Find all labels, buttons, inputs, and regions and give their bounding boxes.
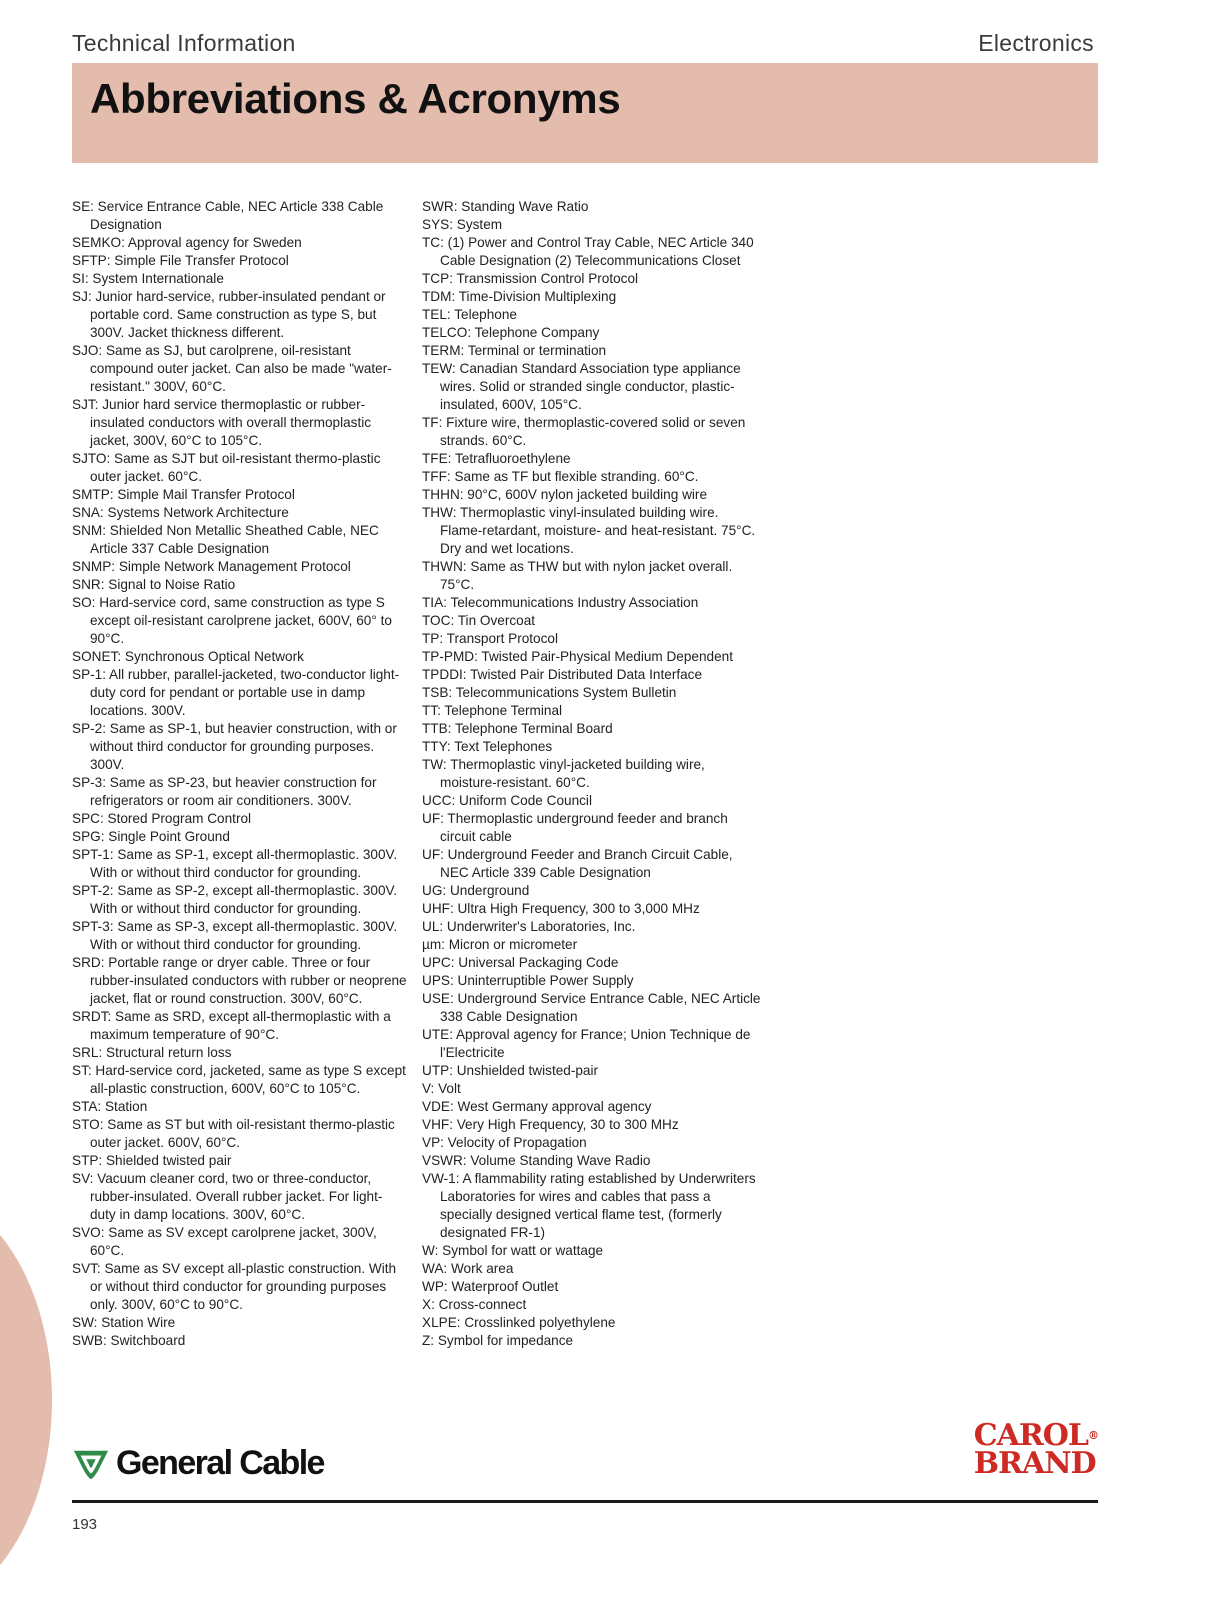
abbreviation-entry: TC: (1) Power and Control Tray Cable, NEC Article 340 Cable Designation (2) Telecommunications Closet [422, 235, 754, 268]
abbreviation-entry: TPDDI: Twisted Pair Distributed Data Interface [422, 667, 703, 682]
abbreviation-entry: STA: Station [72, 1099, 148, 1114]
abbreviation-entry: SE: Service Entrance Cable, NEC Article 338 Cable Designation [72, 199, 384, 232]
abbreviation-entry: TFE: Tetrafluoroethylene [422, 451, 571, 466]
abbreviation-entry: Z: Symbol for impedance [422, 1333, 574, 1348]
abbreviation-entry: SW: Station Wire [72, 1315, 176, 1330]
abbreviation-entry: SJT: Junior hard service thermoplastic or rubber-insulated conductors with overall thermoplastic jacket, 300V, 60°C to 105°C. [72, 397, 372, 448]
abbreviation-entry: SRDT: Same as SRD, except all-thermoplastic with a maximum temperature of 90°C. [72, 1009, 391, 1042]
title-banner [72, 63, 1098, 163]
abbreviation-entry: SNM: Shielded Non Metallic Sheathed Cable, NEC Article 337 Cable Designation [72, 523, 379, 556]
abbreviation-entry: SPT-3: Same as SP-3, except all-thermoplastic. 300V. With or without third conductor for grounding. [72, 919, 398, 952]
abbreviation-entry: UL: Underwriter's Laboratories, Inc. [422, 919, 636, 934]
general-cable-logo [72, 1444, 324, 1483]
abbreviation-entry: SMTP: Simple Mail Transfer Protocol [72, 487, 295, 502]
abbreviation-entry: UPS: Uninterruptible Power Supply [422, 973, 634, 988]
abbreviation-entry: UG: Underground [422, 883, 530, 898]
abbreviation-entry: SNMP: Simple Network Management Protocol [72, 559, 351, 574]
abbreviation-entry: VHF: Very High Frequency, 30 to 300 MHz [422, 1117, 679, 1132]
page-number: 193 [72, 1516, 98, 1533]
abbreviation-entry: TEW: Canadian Standard Association type appliance wires. Solid or stranded single conductor, plastic-insulated, 600V, 105°C. [422, 361, 741, 412]
carol-brand-line1: CAROL [973, 1418, 1088, 1453]
abbreviation-entry: SPT-2: Same as SP-2, except all-thermoplastic. 300V. With or without third conductor for grounding. [72, 883, 398, 916]
abbreviation-entry: SPG: Single Point Ground [72, 829, 230, 844]
abbreviation-entry: TFF: Same as TF but flexible stranding. 60°C. [422, 469, 699, 484]
abbreviation-entry: SONET: Synchronous Optical Network [72, 649, 304, 664]
abbreviation-entry: UHF: Ultra High Frequency, 300 to 3,000 MHz [422, 901, 700, 916]
abbreviation-entry: SYS: System [422, 217, 503, 232]
abbreviation-entry: USE: Underground Service Entrance Cable, NEC Article 338 Cable Designation [422, 991, 761, 1024]
abbreviation-entry: SP-3: Same as SP-23, but heavier construction for refrigerators or room air conditioners. 300V. [72, 775, 377, 808]
abbreviation-entry: TELCO: Telephone Company [422, 325, 600, 340]
abbreviation-entry: SWR: Standing Wave Ratio [422, 199, 589, 214]
abbreviation-entry: TTB: Telephone Terminal Board [422, 721, 613, 736]
abbreviation-entry: W: Symbol for watt or wattage [422, 1243, 604, 1258]
abbreviation-entry: UTE: Approval agency for France; Union Technique de l'Electricite [422, 1027, 751, 1060]
abbreviation-entry: X: Cross-connect [422, 1297, 527, 1312]
abbreviation-entry: SNR: Signal to Noise Ratio [72, 577, 236, 592]
abbreviation-entry: SRL: Structural return loss [72, 1045, 232, 1060]
abbreviation-entry: XLPE: Crosslinked polyethylene [422, 1315, 616, 1330]
abbreviation-entry: TW: Thermoplastic vinyl-jacketed building wire, moisture-resistant. 60°C. [422, 757, 705, 790]
abbreviation-entry: SEMKO: Approval agency for Sweden [72, 235, 302, 250]
abbreviation-entry: UF: Thermoplastic underground feeder and branch circuit cable [422, 811, 728, 844]
abbreviation-entry: UCC: Uniform Code Council [422, 793, 592, 808]
abbreviation-entry: ST: Hard-service cord, jacketed, same as type S except all-plastic construction, 600V, 60°C to 105°C. [72, 1063, 406, 1096]
carol-brand-logo [973, 1418, 1098, 1481]
abbreviation-entry: SRD: Portable range or dryer cable. Three or four rubber-insulated conductors with rubber or neoprene jacket, flat or round construction. 300V, 60°C. [72, 955, 407, 1006]
abbreviation-entry: TSB: Telecommunications System Bulletin [422, 685, 677, 700]
abbreviation-entry: TP: Transport Protocol [422, 631, 558, 646]
right-column [422, 198, 762, 1350]
abbreviation-entry: SP-1: All rubber, parallel-jacketed, two-conductor light-duty cord for pendant or portable use in damp locations. 300V. [72, 667, 400, 718]
abbreviation-entry: THHN: 90°C, 600V nylon jacketed building wire [422, 487, 708, 502]
abbreviation-entry: TF: Fixture wire, thermoplastic-covered solid or seven strands. 60°C. [422, 415, 746, 448]
abbreviation-entry: UPC: Universal Packaging Code [422, 955, 619, 970]
abbreviation-entry: TT: Telephone Terminal [422, 703, 563, 718]
abbreviation-entry: SV: Vacuum cleaner cord, two or three-conductor, rubber-insulated. Overall rubber jacket. For light-duty in damp locations. 300V, 60°C. [72, 1171, 383, 1222]
abbreviation-entry: µm: Micron or micrometer [422, 937, 578, 952]
abbreviation-entry: TIA: Telecommunications Industry Association [422, 595, 699, 610]
abbreviation-entry: TOC: Tin Overcoat [422, 613, 536, 628]
abbreviation-entry: UTP: Unshielded twisted-pair [422, 1063, 599, 1078]
decorative-circle [0, 1190, 52, 1610]
abbreviation-entry: THW: Thermoplastic vinyl-insulated building wire. Flame-retardant, moisture- and heat-resistant. 75°C. Dry and wet locations. [422, 505, 756, 556]
abbreviation-entry: WP: Waterproof Outlet [422, 1279, 559, 1294]
abbreviation-entry: TEL: Telephone [422, 307, 517, 322]
abbreviation-entry: SVT: Same as SV except all-plastic construction. With or without third conductor for grounding purposes only. 300V, 60°C to 90°C. [72, 1261, 397, 1312]
abbreviation-entry: TCP: Transmission Control Protocol [422, 271, 639, 286]
abbreviation-entry: SP-2: Same as SP-1, but heavier construction, with or without third conductor for grounding purposes. 300V. [72, 721, 397, 772]
abbreviation-entry: VW-1: A flammability rating established by Underwriters Laboratories for wires and cables that pass a specially designed vertical flame test, (formerly designated FR-1) [422, 1171, 756, 1240]
abbreviation-entry: SVO: Same as SV except carolprene jacket, 300V, 60°C. [72, 1225, 377, 1258]
abbreviation-entry: SFTP: Simple File Transfer Protocol [72, 253, 289, 268]
abbreviation-entry: STP: Shielded twisted pair [72, 1153, 232, 1168]
abbreviation-entry: SO: Hard-service cord, same construction as type S except oil-resistant carolprene jacket, 600V, 60° to 90°C. [72, 595, 392, 646]
abbreviation-entry: TP-PMD: Twisted Pair-Physical Medium Dependent [422, 649, 734, 664]
abbreviation-entry: TDM: Time-Division Multiplexing [422, 289, 617, 304]
footer-rule [72, 1500, 1098, 1503]
general-cable-name: General Cable [116, 1444, 324, 1482]
abbreviation-entry: VDE: West Germany approval agency [422, 1099, 652, 1114]
abbreviation-entry: V: Volt [422, 1081, 461, 1096]
page-title: Abbreviations & Acronyms [90, 75, 621, 122]
abbreviation-entry: TTY: Text Telephones [422, 739, 553, 754]
abbreviation-entry: SNA: Systems Network Architecture [72, 505, 289, 520]
abbreviation-entry: STO: Same as ST but with oil-resistant thermo-plastic outer jacket. 600V, 60°C. [72, 1117, 395, 1150]
abbreviation-entry: SPT-1: Same as SP-1, except all-thermoplastic. 300V. With or without third conductor for grounding. [72, 847, 398, 880]
left-column [72, 198, 408, 1350]
abbreviation-entry: TERM: Terminal or termination [422, 343, 607, 358]
abbreviation-entry: THWN: Same as THW but with nylon jacket overall. 75°C. [422, 559, 733, 592]
category-label: Electronics [978, 30, 1094, 56]
abbreviation-entry: SPC: Stored Program Control [72, 811, 252, 826]
carol-brand-line2: BRAND [973, 1446, 1096, 1481]
abbreviation-entry: VSWR: Volume Standing Wave Radio [422, 1153, 651, 1168]
abbreviation-entry: SWB: Switchboard [72, 1333, 186, 1348]
abbreviation-entry: SJTO: Same as SJT but oil-resistant thermo-plastic outer jacket. 60°C. [72, 451, 381, 484]
abbreviation-entry: VP: Velocity of Propagation [422, 1135, 587, 1150]
abbreviation-entry: SI: System Internationale [72, 271, 224, 286]
abbreviation-entry: WA: Work area [422, 1261, 514, 1276]
general-cable-logo-icon [72, 1445, 110, 1483]
abbreviation-entry: SJO: Same as SJ, but carolprene, oil-resistant compound outer jacket. Can also be made "water-resistant." 300V, 60°C. [72, 343, 392, 394]
section-label: Technical Information [72, 30, 296, 56]
abbreviation-entry: SJ: Junior hard-service, rubber-insulated pendant or portable cord. Same construction as type S, but 300V. Jacket thickness different. [72, 289, 386, 340]
abbreviation-entry: UF: Underground Feeder and Branch Circuit Cable, NEC Article 339 Cable Designation [422, 847, 733, 880]
carol-brand-registered-mark: ® [1088, 1429, 1098, 1442]
